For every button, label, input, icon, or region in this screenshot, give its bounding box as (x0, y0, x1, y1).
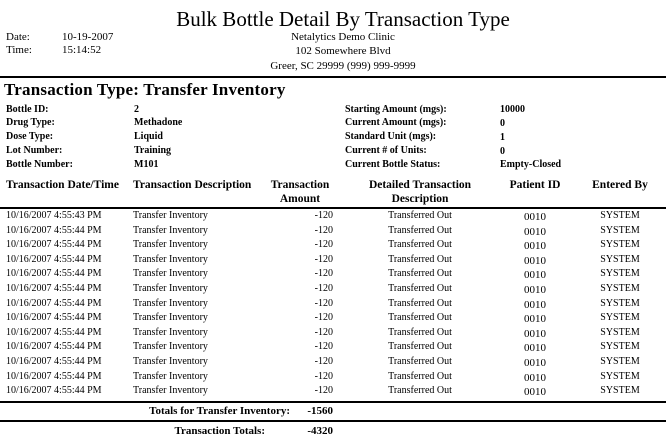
cell-description: Transfer Inventory (133, 327, 208, 338)
col-header-amount-1: Transaction (270, 179, 330, 191)
cell-patient-id: 0010 (524, 328, 546, 340)
cell-datetime: 10/16/2007 4:55:44 PM (6, 341, 102, 352)
bottle-id-label: Bottle ID: (6, 104, 49, 115)
current-amount-value: 0 (500, 118, 505, 129)
cell-detail: Transferred Out (388, 385, 452, 396)
cell-detail: Transferred Out (388, 371, 452, 382)
cell-patient-id: 0010 (524, 255, 546, 267)
current-units-label: Current # of Units: (345, 145, 427, 156)
cell-patient-id: 0010 (524, 284, 546, 296)
cell-amount: -120 (314, 327, 333, 338)
dose-type-label: Dose Type: (6, 131, 54, 142)
cell-amount: -120 (314, 312, 333, 323)
cell-detail: Transferred Out (388, 254, 452, 265)
cell-detail: Transferred Out (388, 298, 452, 309)
cell-datetime: 10/16/2007 4:55:44 PM (6, 239, 102, 250)
cell-detail: Transferred Out (388, 327, 452, 338)
cell-datetime: 10/16/2007 4:55:44 PM (6, 385, 102, 396)
lot-number-value: Training (134, 145, 172, 156)
cell-entered-by: SYSTEM (600, 225, 640, 236)
cell-amount: -120 (314, 298, 333, 309)
bottle-status-label: Current Bottle Status: (345, 159, 441, 170)
cell-datetime: 10/16/2007 4:55:44 PM (6, 298, 102, 309)
cell-description: Transfer Inventory (133, 312, 208, 323)
date-value: 10-19-2007 (62, 31, 114, 43)
current-amount-label: Current Amount (mgs): (345, 117, 447, 128)
col-header-patient: Patient ID (509, 179, 561, 191)
cell-amount: -120 (314, 239, 333, 250)
cell-entered-by: SYSTEM (600, 327, 640, 338)
totals-divider (0, 401, 666, 403)
cell-entered-by: SYSTEM (600, 283, 640, 294)
col-header-detail-2: Description (391, 193, 449, 205)
drug-type-label: Drug Type: (6, 117, 55, 128)
grand-total-label: Transaction Totals: (174, 425, 265, 437)
cell-description: Transfer Inventory (133, 341, 208, 352)
cell-entered-by: SYSTEM (600, 239, 640, 250)
cell-entered-by: SYSTEM (600, 341, 640, 352)
cell-detail: Transferred Out (388, 225, 452, 236)
col-header-description: Transaction Description (133, 179, 252, 191)
grand-total-value: -4320 (307, 425, 333, 437)
cell-description: Transfer Inventory (133, 283, 208, 294)
report-title: Bulk Bottle Detail By Transaction Type (176, 7, 510, 31)
cell-datetime: 10/16/2007 4:55:44 PM (6, 225, 102, 236)
cell-entered-by: SYSTEM (600, 371, 640, 382)
section-total-value: -1560 (307, 405, 333, 417)
cell-entered-by: SYSTEM (600, 254, 640, 265)
drug-type-value: Methadone (134, 117, 183, 128)
current-units-value: 0 (500, 146, 505, 157)
cell-description: Transfer Inventory (133, 385, 208, 396)
col-header-amount-2: Amount (279, 193, 321, 205)
col-header-detail-1: Detailed Transaction (368, 179, 472, 191)
cell-entered-by: SYSTEM (600, 356, 640, 367)
cell-description: Transfer Inventory (133, 298, 208, 309)
cell-amount: -120 (314, 210, 333, 221)
cell-datetime: 10/16/2007 4:55:44 PM (6, 268, 102, 279)
section-total-label: Totals for Transfer Inventory: (149, 405, 290, 417)
cell-patient-id: 0010 (524, 299, 546, 311)
date-label: Date: (6, 31, 30, 43)
cell-datetime: 10/16/2007 4:55:44 PM (6, 356, 102, 367)
cell-detail: Transferred Out (388, 283, 452, 294)
cell-description: Transfer Inventory (133, 239, 208, 250)
cell-patient-id: 0010 (524, 342, 546, 354)
cell-patient-id: 0010 (524, 372, 546, 384)
col-header-datetime: Transaction Date/Time (6, 179, 119, 191)
bottle-id-value: 2 (134, 104, 139, 115)
cell-amount: -120 (314, 341, 333, 352)
cell-description: Transfer Inventory (133, 356, 208, 367)
cell-patient-id: 0010 (524, 240, 546, 252)
cell-detail: Transferred Out (388, 239, 452, 250)
cell-amount: -120 (314, 356, 333, 367)
standard-unit-value: 1 (500, 132, 505, 143)
cell-datetime: 10/16/2007 4:55:44 PM (6, 327, 102, 338)
cell-amount: -120 (314, 283, 333, 294)
cell-patient-id: 0010 (524, 313, 546, 325)
dose-type-value: Liquid (134, 131, 163, 142)
cell-detail: Transferred Out (388, 210, 452, 221)
cell-description: Transfer Inventory (133, 268, 208, 279)
cell-patient-id: 0010 (524, 386, 546, 398)
clinic-city-phone: Greer, SC 29999 (999) 999-9999 (270, 60, 416, 72)
time-label: Time: (6, 44, 32, 56)
starting-amount-value: 10000 (500, 104, 525, 115)
cell-patient-id: 0010 (524, 357, 546, 369)
cell-detail: Transferred Out (388, 312, 452, 323)
cell-description: Transfer Inventory (133, 225, 208, 236)
col-header-entered-by: Entered By (592, 179, 648, 191)
cell-patient-id: 0010 (524, 269, 546, 281)
clinic-name: Netalytics Demo Clinic (291, 31, 395, 43)
cell-description: Transfer Inventory (133, 254, 208, 265)
cell-entered-by: SYSTEM (600, 298, 640, 309)
starting-amount-label: Starting Amount (mgs): (345, 104, 447, 115)
cell-amount: -120 (314, 385, 333, 396)
time-value: 15:14:52 (62, 44, 102, 56)
grand-total-divider (0, 420, 666, 422)
bottle-status-value: Empty-Closed (500, 159, 562, 170)
cell-entered-by: SYSTEM (600, 268, 640, 279)
cell-description: Transfer Inventory (133, 371, 208, 382)
cell-entered-by: SYSTEM (600, 312, 640, 323)
cell-amount: -120 (314, 268, 333, 279)
table-header-divider (0, 207, 666, 209)
cell-datetime: 10/16/2007 4:55:44 PM (6, 371, 102, 382)
cell-datetime: 10/16/2007 4:55:43 PM (6, 210, 102, 221)
cell-entered-by: SYSTEM (600, 385, 640, 396)
cell-amount: -120 (314, 254, 333, 265)
cell-patient-id: 0010 (524, 226, 546, 238)
bottle-number-label: Bottle Number: (6, 159, 73, 170)
standard-unit-label: Standard Unit (mgs): (345, 131, 437, 142)
cell-patient-id: 0010 (524, 211, 546, 223)
cell-datetime: 10/16/2007 4:55:44 PM (6, 312, 102, 323)
cell-detail: Transferred Out (388, 341, 452, 352)
cell-amount: -120 (314, 225, 333, 236)
cell-description: Transfer Inventory (133, 210, 208, 221)
lot-number-label: Lot Number: (6, 145, 63, 156)
header-divider (0, 76, 666, 78)
section-title: Transaction Type: Transfer Inventory (4, 80, 286, 99)
cell-datetime: 10/16/2007 4:55:44 PM (6, 283, 102, 294)
cell-entered-by: SYSTEM (600, 210, 640, 221)
cell-datetime: 10/16/2007 4:55:44 PM (6, 254, 102, 265)
cell-detail: Transferred Out (388, 356, 452, 367)
cell-amount: -120 (314, 371, 333, 382)
bottle-number-value: M101 (134, 159, 159, 170)
clinic-address: 102 Somewhere Blvd (295, 45, 391, 57)
cell-detail: Transferred Out (388, 268, 452, 279)
